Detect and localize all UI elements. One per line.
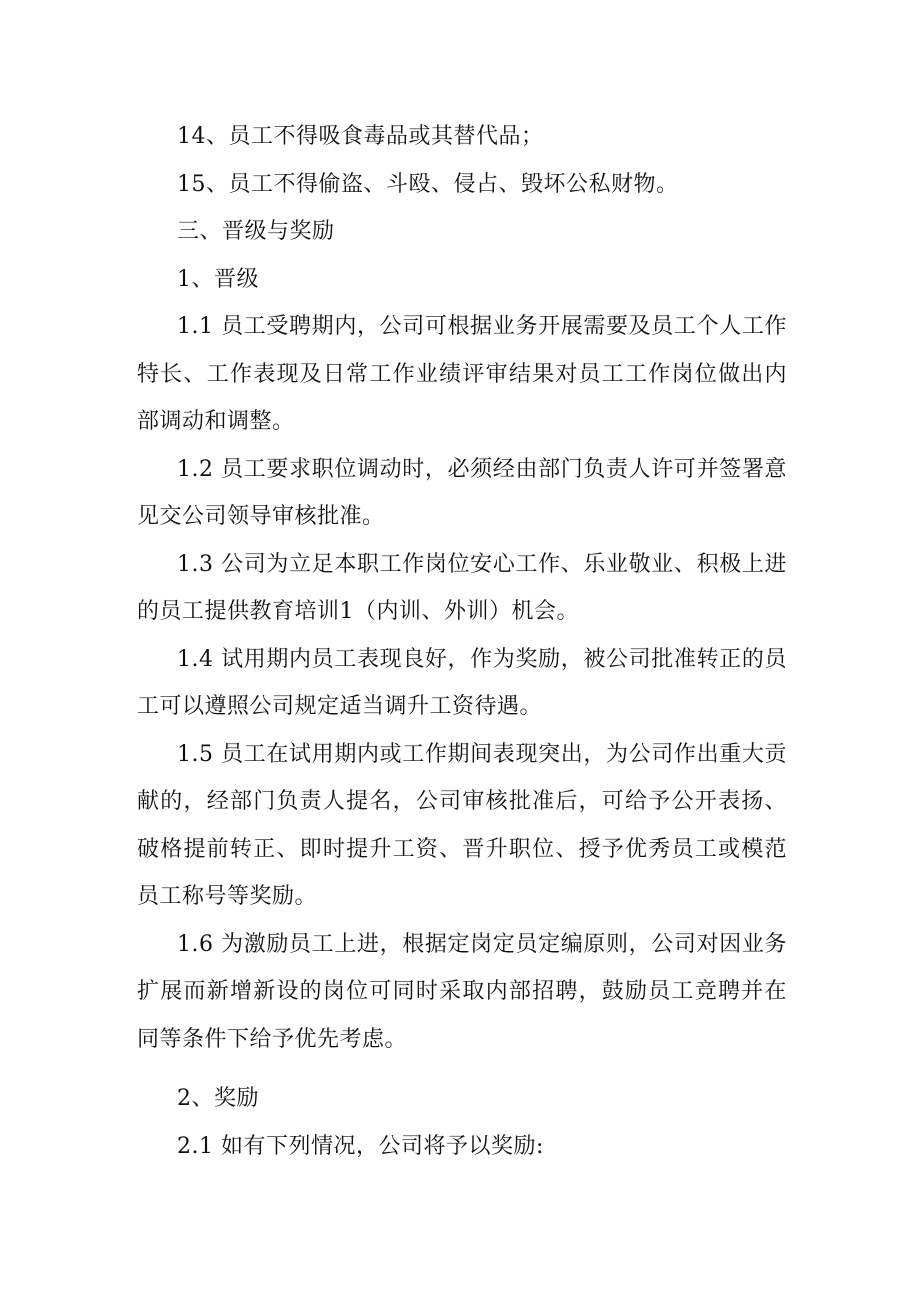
- clause-1-1: 1.1 员工受聘期内，公司可根据业务开展需要及员工个人工作特长、工作表现及日常工作业绩评审结果对员工工作岗位做出内部调动和调整。: [137, 314, 787, 434]
- subsection-heading-promotion: 1、晋级: [177, 266, 259, 292]
- clause-1-3: 1.3 公司为立足本职工作岗位安心工作、乐业敬业、积极上进的员工提供教育培训1（内训、外训）机会。: [137, 551, 787, 624]
- document-body: [137, 113, 787, 1170]
- clause-1-2: 1.2 员工要求职位调动时，必须经由部门负责人许可并签署意见交公司领导审核批准。: [137, 456, 787, 529]
- clause-2-1: 2.1 如有下列情况，公司将予以奖励:: [177, 1133, 544, 1159]
- section-heading-promotion-and-rewards: 三、晋级与奖励: [177, 219, 335, 244]
- clause-1-5: 1.5 员工在试用期内或工作期间表现突出，为公司作出重大贡献的，经部门负责人提名，公司审核批准后，可给予公开表扬、破格提前转正、即时提升工资、晋升职位、授予优秀员工或模范员工称号等奖励。: [137, 741, 787, 909]
- clause-1-4: 1.4 试用期内员工表现良好，作为奖励，被公司批准转正的员工可以遵照公司规定适当调升工资待遇。: [137, 646, 787, 719]
- rule-item-14: 14、员工不得吸食毒品或其替代品；: [177, 124, 544, 149]
- rule-item-15: 15、员工不得偷盗、斗殴、侵占、毁坏公私财物。: [177, 171, 679, 197]
- clause-1-6: 1.6 为激励员工上进，根据定岗定员定编原则，公司对因业务扩展而新增新设的岗位可同时采取内部招聘，鼓励员工竞聘并在同等条件下给予优先考虑。: [137, 931, 787, 1052]
- subsection-heading-rewards: 2、奖励: [177, 1086, 259, 1111]
